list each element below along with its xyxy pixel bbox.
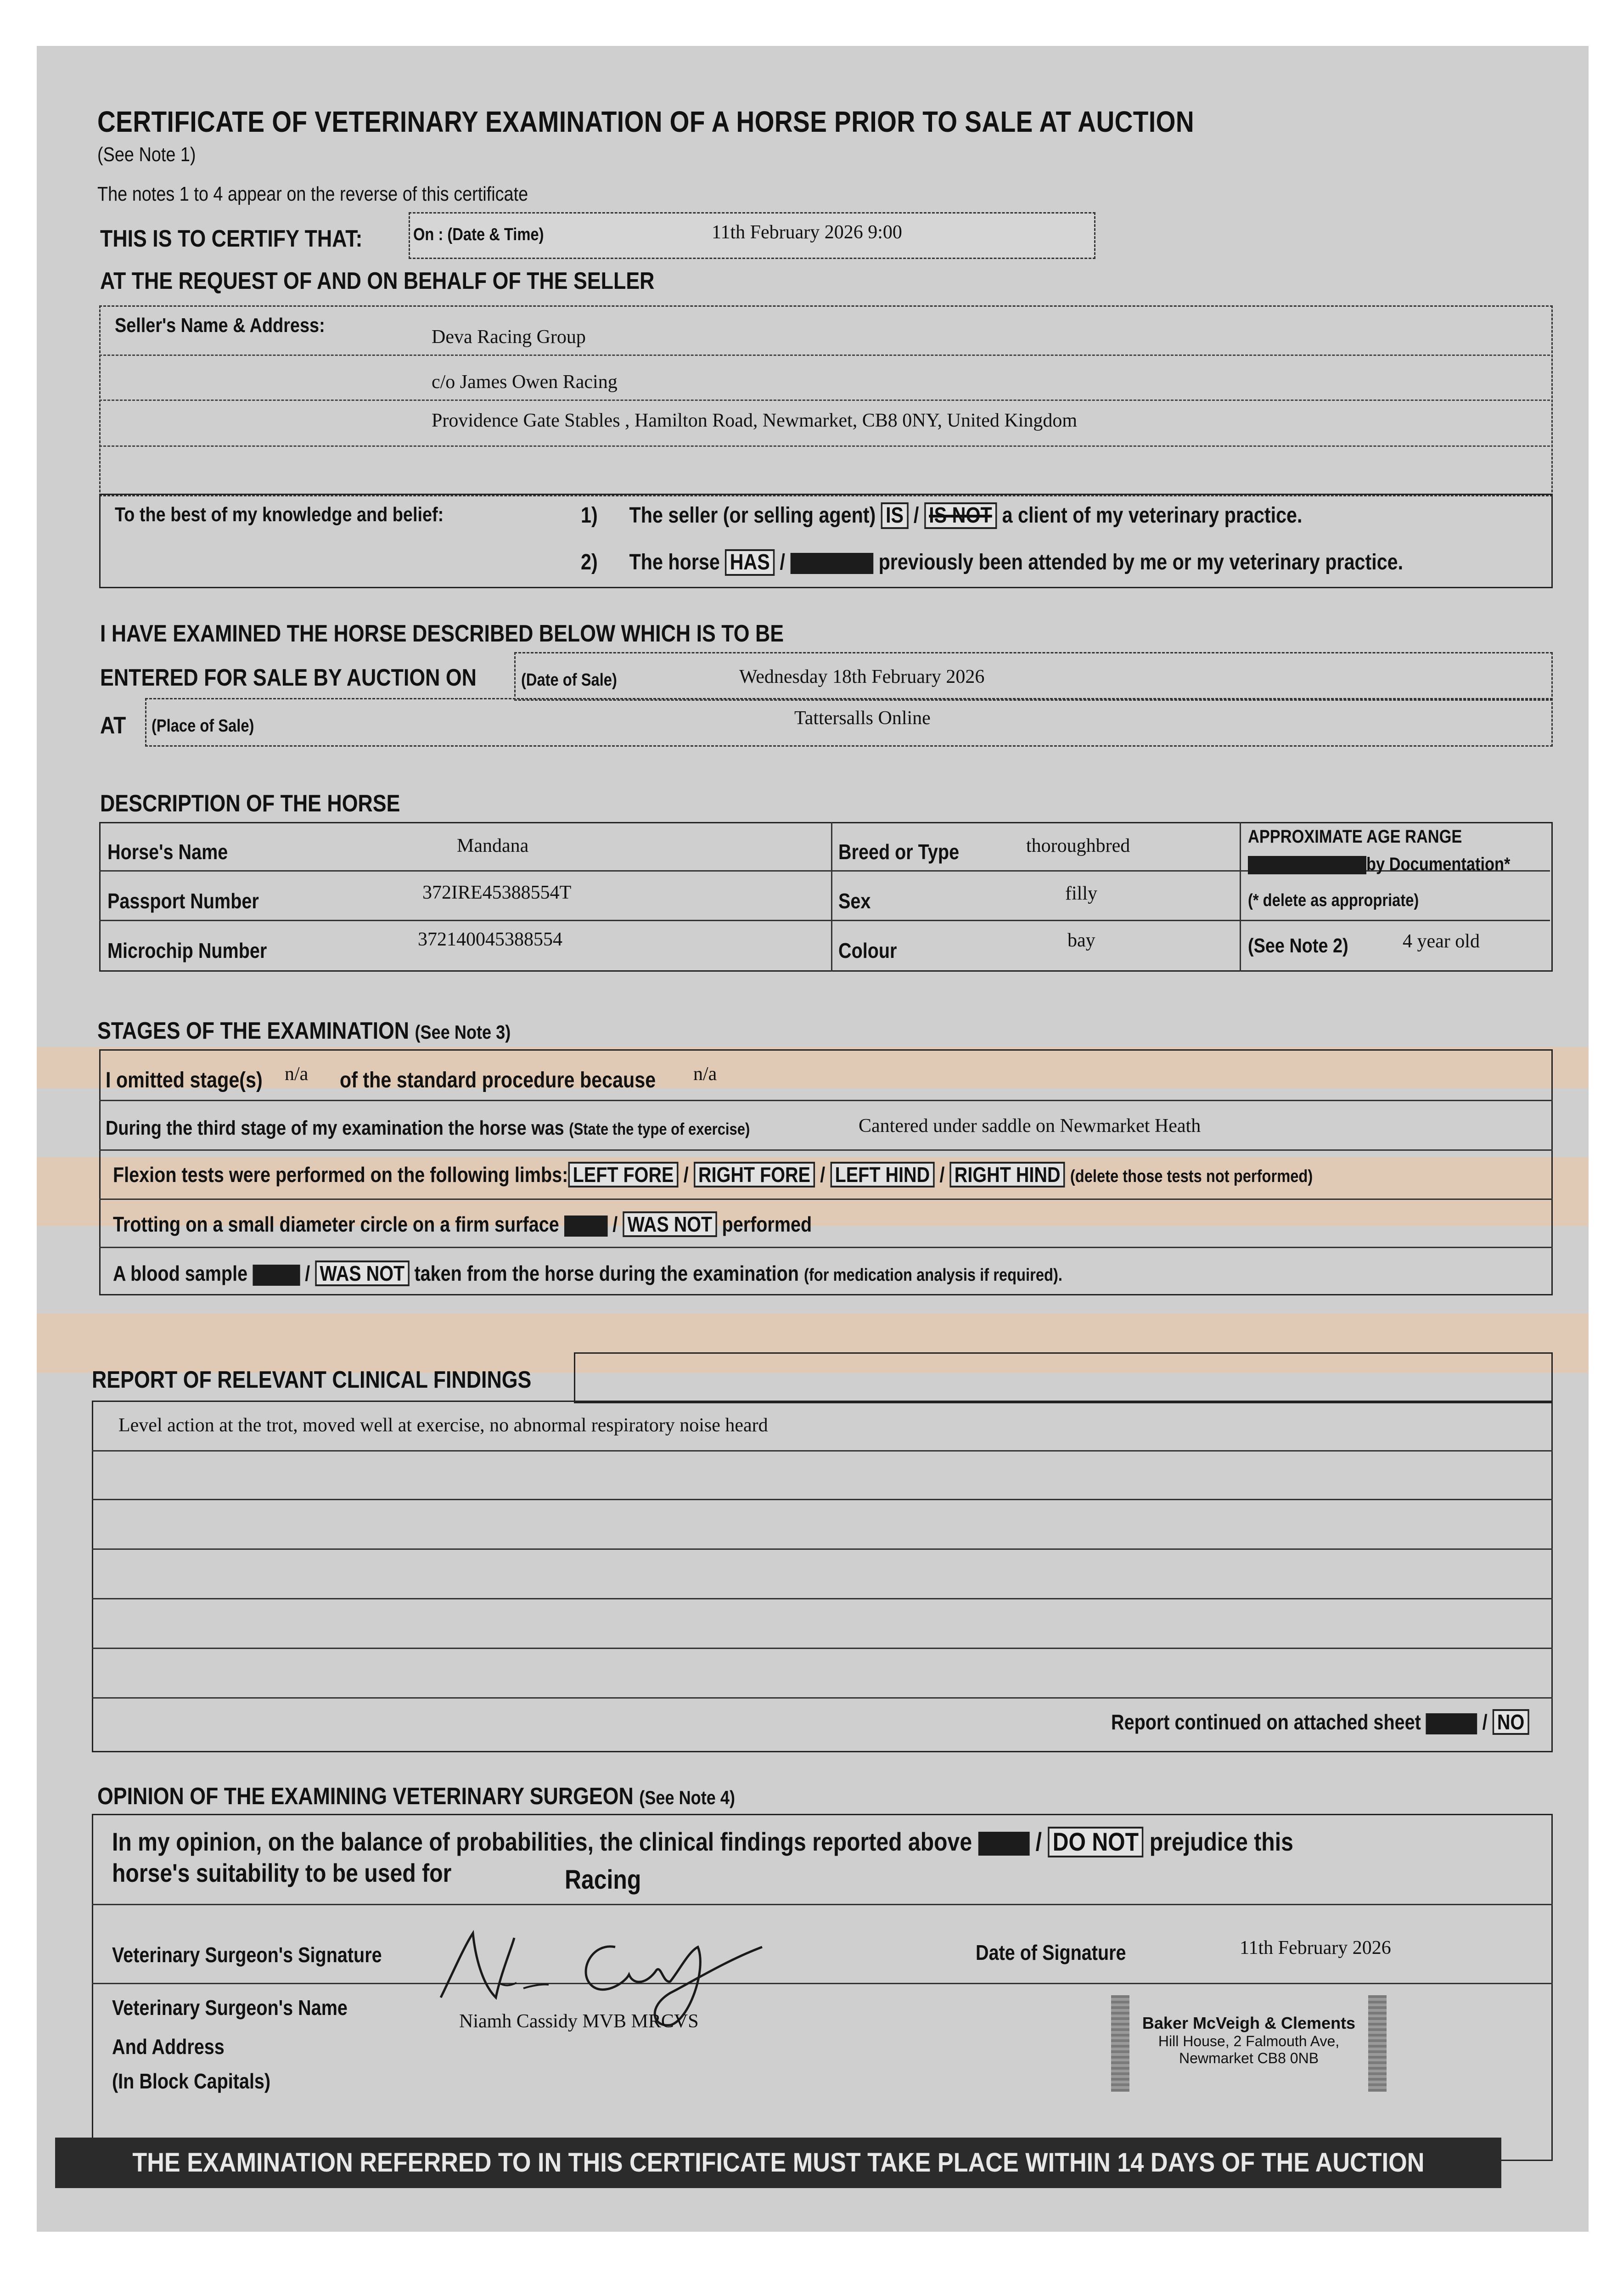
flexion-row: Flexion tests were performed on the following limbs: LEFT FORE / RIGHT FORE / LEFT HIND / RIGHT HIND (delete those tests not performed): [113, 1162, 1313, 1187]
age-value: 4 year old: [1403, 931, 1480, 952]
footer-banner: [55, 2138, 1501, 2188]
at-label: AT: [100, 712, 126, 739]
practice-stamp: Baker McVeigh & Clements Hill House, 2 Falmouth Ave, Newmarket CB8 0NB: [1111, 1995, 1387, 2092]
address-label: And Address: [112, 2035, 225, 2059]
redaction-block: [978, 1832, 1030, 1856]
omitted-label: I omitted stage(s): [106, 1068, 263, 1092]
blood-row: A blood sample / WAS NOT taken from the horse during the examination (for medication analysis if required).: [113, 1261, 1062, 1286]
surgeon-name-value: Niamh Cassidy MVB MRCVS: [459, 2011, 699, 2032]
limb-left-hind: LEFT HIND: [830, 1162, 934, 1187]
age-by-documentation: by Documentation*: [1248, 854, 1510, 875]
sex-label: Sex: [838, 889, 871, 913]
opinion-do-not: DO NOT: [1048, 1827, 1143, 1857]
belief-item-1: 1) The seller (or selling agent) IS / IS NOT a client of my veterinary practice.: [581, 502, 1302, 529]
colour-label: Colour: [838, 939, 897, 962]
sale-date-label: (Date of Sale): [521, 670, 617, 690]
breed-value: thoroughbred: [1026, 835, 1130, 856]
omitted-value: n/a: [285, 1064, 309, 1085]
limb-right-fore: RIGHT FORE: [694, 1162, 815, 1187]
stages-heading: STAGES OF THE EXAMINATION (See Note 3): [97, 1018, 511, 1044]
request-label: AT THE REQUEST OF AND ON BEHALF OF THE SELLER: [100, 268, 655, 294]
microchip-label: Microchip Number: [107, 939, 267, 962]
is-not-choice-struck: IS NOT: [924, 502, 997, 529]
age-delete-note: (* delete as appropriate): [1248, 891, 1419, 910]
sale-date-value: Wednesday 18th February 2026: [739, 666, 985, 687]
redaction-block: [253, 1265, 300, 1286]
date-of-signature-value: 11th February 2026: [1240, 1937, 1391, 1958]
continued-no: NO: [1493, 1709, 1529, 1735]
block-capitals-label: (In Block Capitals): [112, 2069, 271, 2093]
certify-label: THIS IS TO CERTIFY THAT:: [100, 225, 363, 252]
horse-name-value: Mandana: [457, 835, 529, 856]
report-heading: REPORT OF RELEVANT CLINICAL FINDINGS: [92, 1367, 532, 1393]
place-value: Tattersalls Online: [794, 708, 931, 729]
opinion-use: Racing: [565, 1865, 641, 1895]
colour-value: bay: [1067, 930, 1095, 951]
seller-line-2: c/o James Owen Racing: [432, 371, 618, 393]
date-of-signature-label: Date of Signature: [976, 1941, 1126, 1964]
because-label: of the standard procedure because: [340, 1068, 656, 1092]
opinion-heading: OPINION OF THE EXAMINING VETERINARY SURGEON (See Note 4): [97, 1783, 735, 1810]
report-line-1: Level action at the trot, moved well at exercise, no abnormal respiratory noise heard: [118, 1415, 768, 1436]
seller-line-3: Providence Gate Stables , Hamilton Road, Newmarket, CB8 0NY, United Kingdom: [432, 410, 1078, 431]
has-choice: HAS: [725, 549, 775, 576]
report-continued: Report continued on attached sheet / NO: [1111, 1709, 1529, 1735]
because-value: n/a: [693, 1064, 717, 1085]
sex-value: filly: [1065, 883, 1097, 904]
place-label: (Place of Sale): [152, 716, 254, 736]
redaction-block: [1248, 856, 1366, 874]
trotting-row: Trotting on a small diameter circle on a firm surface / WAS NOT performed: [113, 1211, 812, 1237]
notes-line: The notes 1 to 4 appear on the reverse of this certificate: [97, 183, 528, 205]
on-date-label: On : (Date & Time): [413, 225, 544, 244]
limb-left-fore: LEFT FORE: [568, 1162, 678, 1187]
opinion-text-line-2: horse's suitability to be used for: [112, 1858, 452, 1887]
signature-label: Veterinary Surgeon's Signature: [112, 1943, 382, 1967]
seller-line-1: Deva Racing Group: [432, 326, 586, 348]
description-heading: DESCRIPTION OF THE HORSE: [100, 790, 400, 817]
passport-value: 372IRE45388554T: [422, 882, 572, 903]
surgeon-name-label: Veterinary Surgeon's Name: [112, 1996, 348, 2020]
examined-line-2: ENTERED FOR SALE BY AUCTION ON: [100, 664, 477, 691]
horse-name-label: Horse's Name: [107, 840, 228, 864]
age-see-note-2: (See Note 2): [1248, 934, 1348, 957]
limb-right-hind: RIGHT HIND: [949, 1162, 1065, 1187]
redaction-block: [790, 553, 873, 574]
microchip-value: 372140045388554: [418, 929, 562, 950]
report-box: [92, 1401, 1553, 1752]
redaction-block: [564, 1216, 608, 1237]
blood-was-not: WAS NOT: [315, 1261, 409, 1286]
age-range-heading: APPROXIMATE AGE RANGE: [1248, 827, 1462, 847]
belief-label: To the best of my knowledge and belief:: [115, 503, 444, 526]
breed-label: Breed or Type: [838, 840, 960, 864]
trotting-was-not: WAS NOT: [623, 1211, 717, 1237]
certificate-title: CERTIFICATE OF VETERINARY EXAMINATION OF A HORSE PRIOR TO SALE AT AUCTION: [97, 105, 1194, 138]
third-stage-value: Cantered under saddle on Newmarket Heath: [859, 1115, 1201, 1137]
is-choice: IS: [881, 502, 909, 529]
footer-text: THE EXAMINATION REFERRED TO IN THIS CERTIFICATE MUST TAKE PLACE WITHIN 14 DAYS OF THE AUCTION: [132, 2148, 1425, 2178]
examined-line-1: I HAVE EXAMINED THE HORSE DESCRIBED BELOW WHICH IS TO BE: [100, 620, 784, 647]
opinion-text-line-1: In my opinion, on the balance of probabilities, the clinical findings reported above / DO NOT prejudice this: [112, 1827, 1293, 1857]
third-stage-label: During the third stage of my examination the horse was (State the type of exercise): [106, 1117, 750, 1139]
belief-item-2: 2) The horse HAS / previously been attended by me or my veterinary practice.: [581, 549, 1403, 576]
sale-date-box: [514, 652, 1553, 701]
seller-label: Seller's Name & Address:: [115, 314, 325, 337]
redaction-block: [1426, 1713, 1477, 1734]
passport-label: Passport Number: [107, 889, 259, 913]
see-note-1: (See Note 1): [97, 143, 196, 166]
on-date-value: 11th February 2026 9:00: [712, 222, 902, 243]
report-heading-box: [574, 1352, 1553, 1403]
